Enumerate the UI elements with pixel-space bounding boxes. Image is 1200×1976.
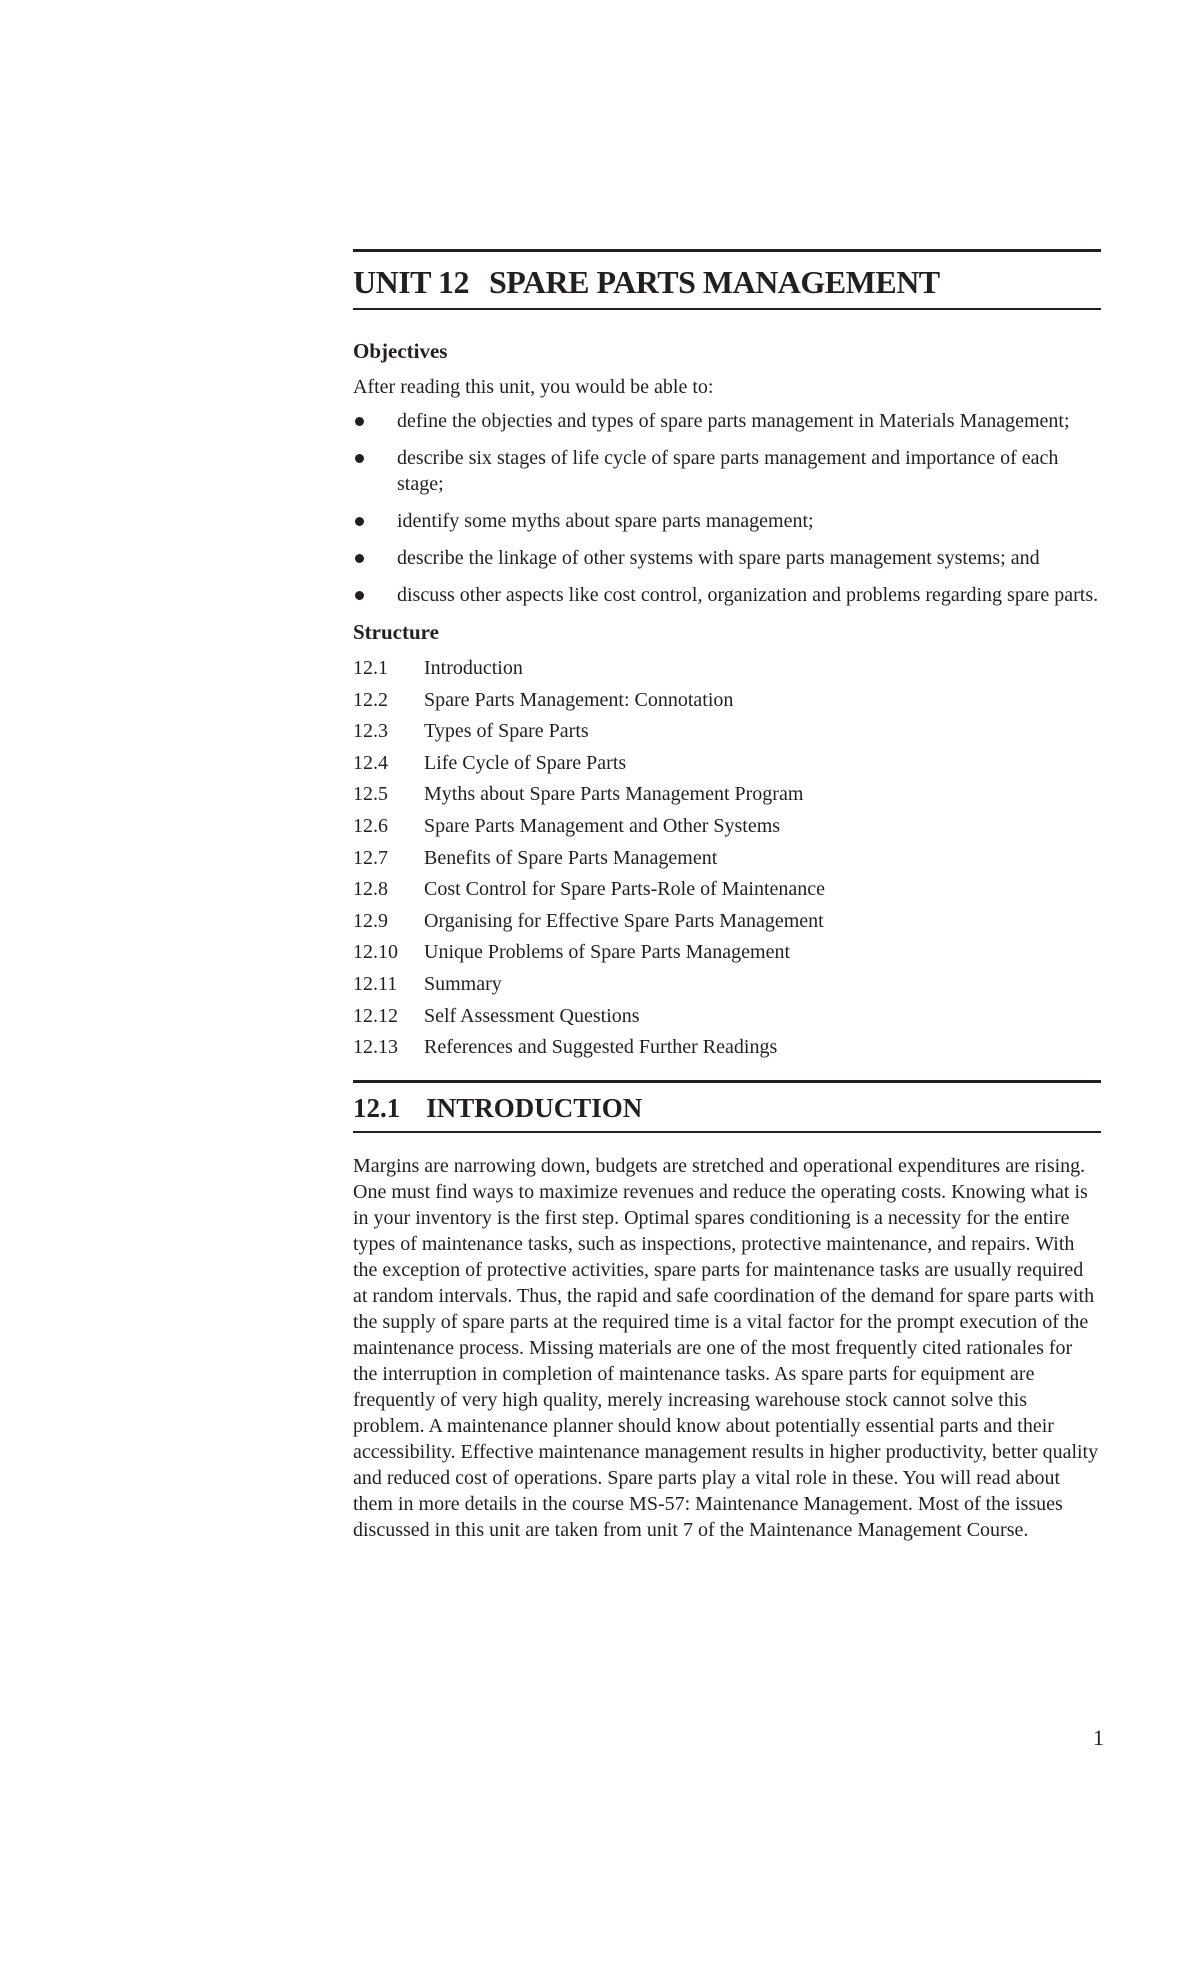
bullet-icon	[355, 454, 364, 463]
list-item	[353, 408, 1101, 434]
unit-title	[353, 262, 1101, 302]
objective-text: discuss other aspects like cost control, organization and problems regarding spare parts.	[397, 584, 1099, 606]
structure-list	[353, 653, 1101, 1064]
toc-item	[353, 874, 1101, 906]
list-item	[353, 508, 1101, 534]
bullet-icon	[355, 517, 364, 526]
objective-text: define the objecties and types of spare parts management in Materials Management;	[397, 410, 1070, 432]
toc-item	[353, 685, 1101, 717]
bullet-icon	[355, 417, 364, 426]
toc-label: Introduction	[424, 657, 523, 679]
section-title	[353, 1091, 1101, 1125]
objectives-list	[353, 408, 1101, 608]
toc-label: Myths about Spare Parts Management Program	[424, 783, 804, 806]
structure-heading: Structure	[353, 620, 439, 644]
bullet-icon	[355, 554, 364, 563]
toc-label: Self Assessment Questions	[424, 1004, 640, 1027]
toc-number: 12.1	[353, 657, 388, 679]
objective-text: describe the linkage of other systems with spare parts management systems; and	[397, 547, 1040, 569]
objectives-heading: Objectives	[353, 339, 448, 363]
toc-number: 12.13	[353, 1036, 398, 1059]
toc-number: 12.8	[353, 878, 388, 901]
toc-label: Benefits of Spare Parts Management	[424, 846, 718, 869]
toc-label: Life Cycle of Spare Parts	[424, 751, 627, 774]
toc-number: 12.5	[353, 783, 388, 806]
objective-text: describe six stages of life cycle of spare parts management and importance of each stage;	[397, 447, 1059, 495]
section-bottom-rule	[353, 1131, 1101, 1133]
toc-item	[353, 1001, 1101, 1033]
toc-item	[353, 779, 1101, 811]
toc-item	[353, 811, 1101, 843]
toc-item	[353, 716, 1101, 748]
list-item	[353, 582, 1101, 608]
page-content	[353, 249, 1101, 1543]
toc-label: Unique Problems of Spare Parts Management	[424, 941, 791, 964]
toc-number: 12.12	[353, 1004, 398, 1027]
toc-item	[353, 937, 1101, 969]
toc-number: 12.3	[353, 720, 388, 743]
title-top-rule	[353, 249, 1101, 252]
toc-item	[353, 1032, 1101, 1064]
toc-item	[353, 653, 1101, 685]
unit-title-text: SPARE PARTS MANAGEMENT	[488, 264, 940, 300]
page-number: 1	[1093, 1725, 1104, 1750]
unit-number: UNIT 12	[353, 264, 469, 300]
toc-number: 12.4	[353, 751, 388, 774]
toc-number: 12.9	[353, 909, 388, 932]
toc-label: References and Suggested Further Readings	[424, 1036, 778, 1059]
toc-number: 12.2	[353, 688, 388, 711]
objective-text: identify some myths about spare parts management;	[397, 510, 814, 532]
section-title-text: INTRODUCTION	[426, 1092, 643, 1123]
toc-number: 12.10	[353, 941, 398, 964]
toc-number: 12.7	[353, 846, 388, 869]
bullet-icon	[355, 591, 364, 600]
toc-number: 12.6	[353, 814, 388, 837]
toc-item	[353, 843, 1101, 875]
toc-label: Types of Spare Parts	[424, 720, 589, 743]
toc-label: Organising for Effective Spare Parts Management	[424, 909, 824, 932]
toc-item	[353, 906, 1101, 938]
list-item	[353, 445, 1101, 497]
toc-label: Cost Control for Spare Parts-Role of Maintenance	[424, 878, 826, 901]
toc-label: Spare Parts Management: Connotation	[424, 688, 734, 711]
section-number: 12.1	[353, 1092, 401, 1123]
toc-label: Summary	[424, 972, 502, 995]
section-top-rule	[353, 1080, 1101, 1083]
toc-item	[353, 969, 1101, 1001]
toc-item	[353, 748, 1101, 780]
toc-label: Spare Parts Management and Other Systems	[424, 814, 781, 837]
toc-number: 12.11	[353, 972, 398, 995]
introduction-paragraph: Margins are narrowing down, budgets are stretched and operational expenditures are rising. One must find ways to maximize revenues and reduce the operating costs. Knowing what is in your inventory is the first step. Optimal spares conditioning is a necessity for the entire types of maintenance tasks, such as inspections, protective maintenance, and repairs. With the exception of protective activities, spare parts for maintenance tasks are usually required at random intervals. Thus, the rapid and safe coordination of the demand for spare parts with the supply of spare parts at the required time is a vital factor for the prompt execution of the maintenance process. Missing materials are one of the most frequently cited rationales for the interruption in completion of maintenance tasks. As spare parts for equipment are frequently of very high quality, merely increasing warehouse stock cannot solve this problem. A maintenance planner should know about potentially essential parts and their accessibility. Effective maintenance management results in higher productivity, better quality and reduced cost of operations. Spare parts play a vital role in these. You will read about them in more details in the course MS-57: Maintenance Management. Most of the issues discussed in this unit are taken from unit 7 of the Maintenance Management Course.	[353, 1154, 1099, 1541]
title-bottom-rule	[353, 308, 1101, 310]
list-item	[353, 545, 1101, 571]
objectives-intro: After reading this unit, you would be able to:	[353, 376, 714, 398]
